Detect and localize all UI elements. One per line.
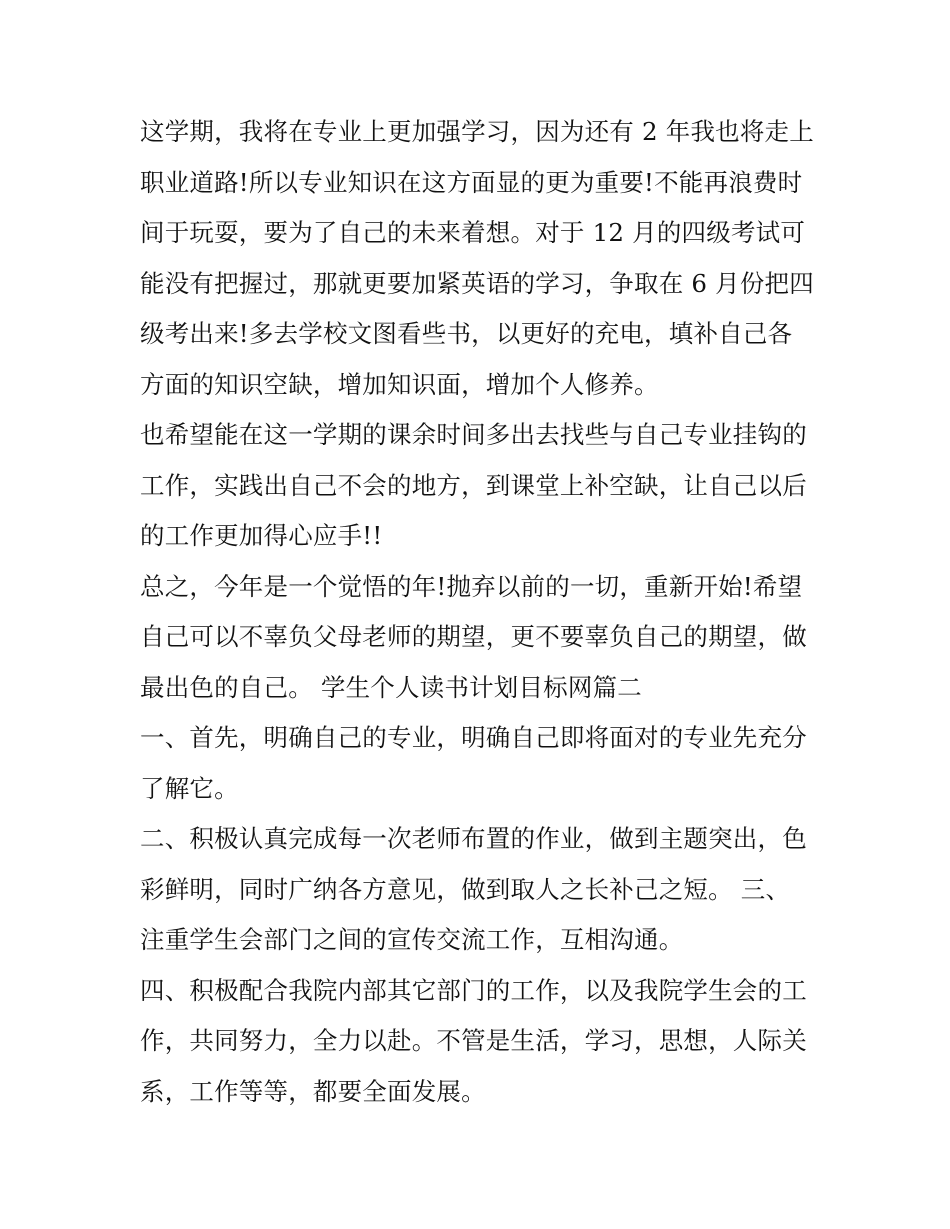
text-line: 的工作更加得心应手!! xyxy=(140,521,383,550)
document-body xyxy=(140,107,815,1117)
text-line: 最出色的自己。 学生个人读书计划目标网篇二 xyxy=(140,672,642,702)
text-line: 能没有把握过，那就更要加紧英语的学习，争取在 6 月份把四 xyxy=(140,268,814,298)
text-line: 一、首先，明确自己的专业，明确自己即将面对的专业先充分 xyxy=(140,723,807,752)
text-line: 级考出来!多去学校文图看些书，以更好的充电，填补自己各 xyxy=(140,319,793,348)
text-line: 这学期，我将在专业上更加强学习，因为还有 2 年我也将走上 xyxy=(140,117,814,146)
text-line: 间于玩耍，要为了自己的未来着想。对于 12 月的四级考试可 xyxy=(140,218,806,247)
text-line: 方面的知识空缺，增加知识面，增加个人修养。 xyxy=(140,369,659,399)
text-line: 彩鲜明，同时广纳各方意见，做到取人之长补己之短。 三、 xyxy=(140,874,791,904)
text-line: 工作，实践出自己不会的地方，到课堂上补空缺，让自己以后 xyxy=(140,470,807,500)
text-line: 四、积极配合我院内部其它部门的工作，以及我院学生会的工 xyxy=(140,975,807,1005)
text-line: 二、积极认真完成每一次老师布置的作业，做到主题突出，色 xyxy=(140,824,807,853)
text-line: 职业道路!所以专业知识在这方面显的更为重要!不能再浪费时 xyxy=(140,167,803,197)
text-line: 自己可以不辜负父母老师的期望，更不要辜负自己的期望，做 xyxy=(140,622,807,651)
text-line: 也希望能在这一学期的课余时间多出去找些与自己专业挂钩的 xyxy=(140,420,807,449)
text-line: 系，工作等等，都要全面发展。 xyxy=(140,1076,486,1106)
text-line: 总之，今年是一个觉悟的年!抛弃以前的一切，重新开始!希望 xyxy=(140,571,803,601)
text-line: 作，共同努力，全力以赴。不管是生活，学习，思想，人际关 xyxy=(140,1026,807,1055)
text-line: 了解它。 xyxy=(140,773,239,803)
text-line: 注重学生会部门之间的宣传交流工作，互相沟通。 xyxy=(140,925,684,954)
